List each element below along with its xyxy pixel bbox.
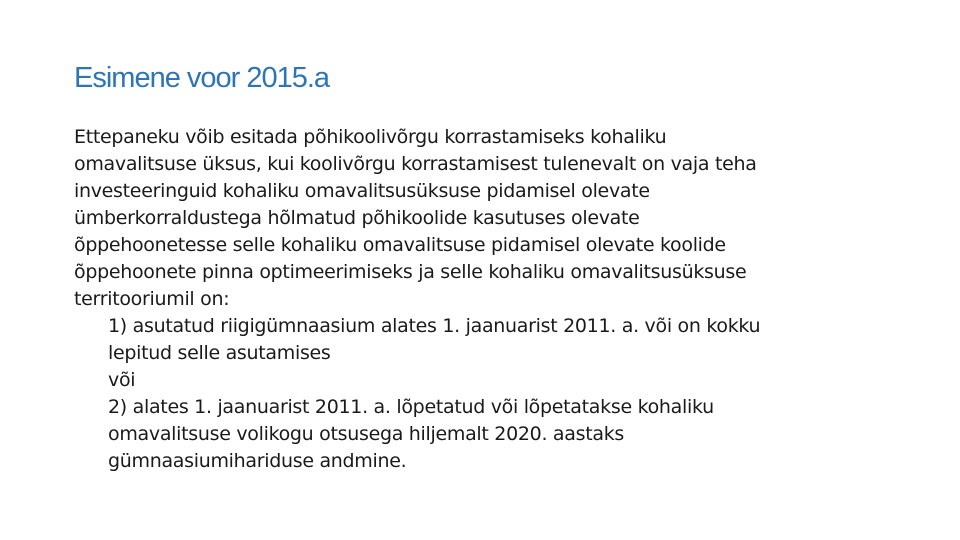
or-connector: või	[108, 369, 136, 391]
indented-list	[74, 313, 874, 475]
list-item-2-line: omavalitsuse volikogu otsusega hiljemalt 2020. aastaks	[108, 423, 625, 445]
paragraph-line: ümberkorraldustega hõlmatud põhikoolide kasutuses olevate	[74, 207, 640, 229]
paragraph-line: õppehoonetesse selle kohaliku omavalitsuse pidamisel olevate koolide	[74, 234, 726, 256]
main-paragraph	[74, 124, 874, 313]
slide-title: Esimene voor 2015.a	[74, 62, 330, 94]
paragraph-line: õppehoonete pinna optimeerimiseks ja selle kohaliku omavalitsusüksuse	[74, 261, 747, 283]
list-item-2-line: gümnaasiumihariduse andmine.	[108, 450, 407, 472]
list-item-2-line: 2) alates 1. jaanuarist 2011. a. lõpetatud või lõpetatakse kohaliku	[108, 396, 714, 418]
paragraph-line: territooriumil on:	[74, 288, 230, 310]
list-item-1-line: 1) asutatud riigigümnaasium alates 1. jaanuarist 2011. a. või on kokku	[108, 315, 761, 337]
slide-body	[74, 124, 874, 475]
paragraph-line: investeeringuid kohaliku omavalitsusüksuse pidamisel olevate	[74, 180, 650, 202]
list-item-1-line: lepitud selle asutamises	[108, 342, 331, 364]
paragraph-line: Ettepaneku võib esitada põhikoolivõrgu korrastamiseks kohaliku	[74, 126, 667, 148]
paragraph-line: omavalitsuse üksus, kui koolivõrgu korrastamisest tulenevalt on vaja teha	[74, 153, 757, 175]
